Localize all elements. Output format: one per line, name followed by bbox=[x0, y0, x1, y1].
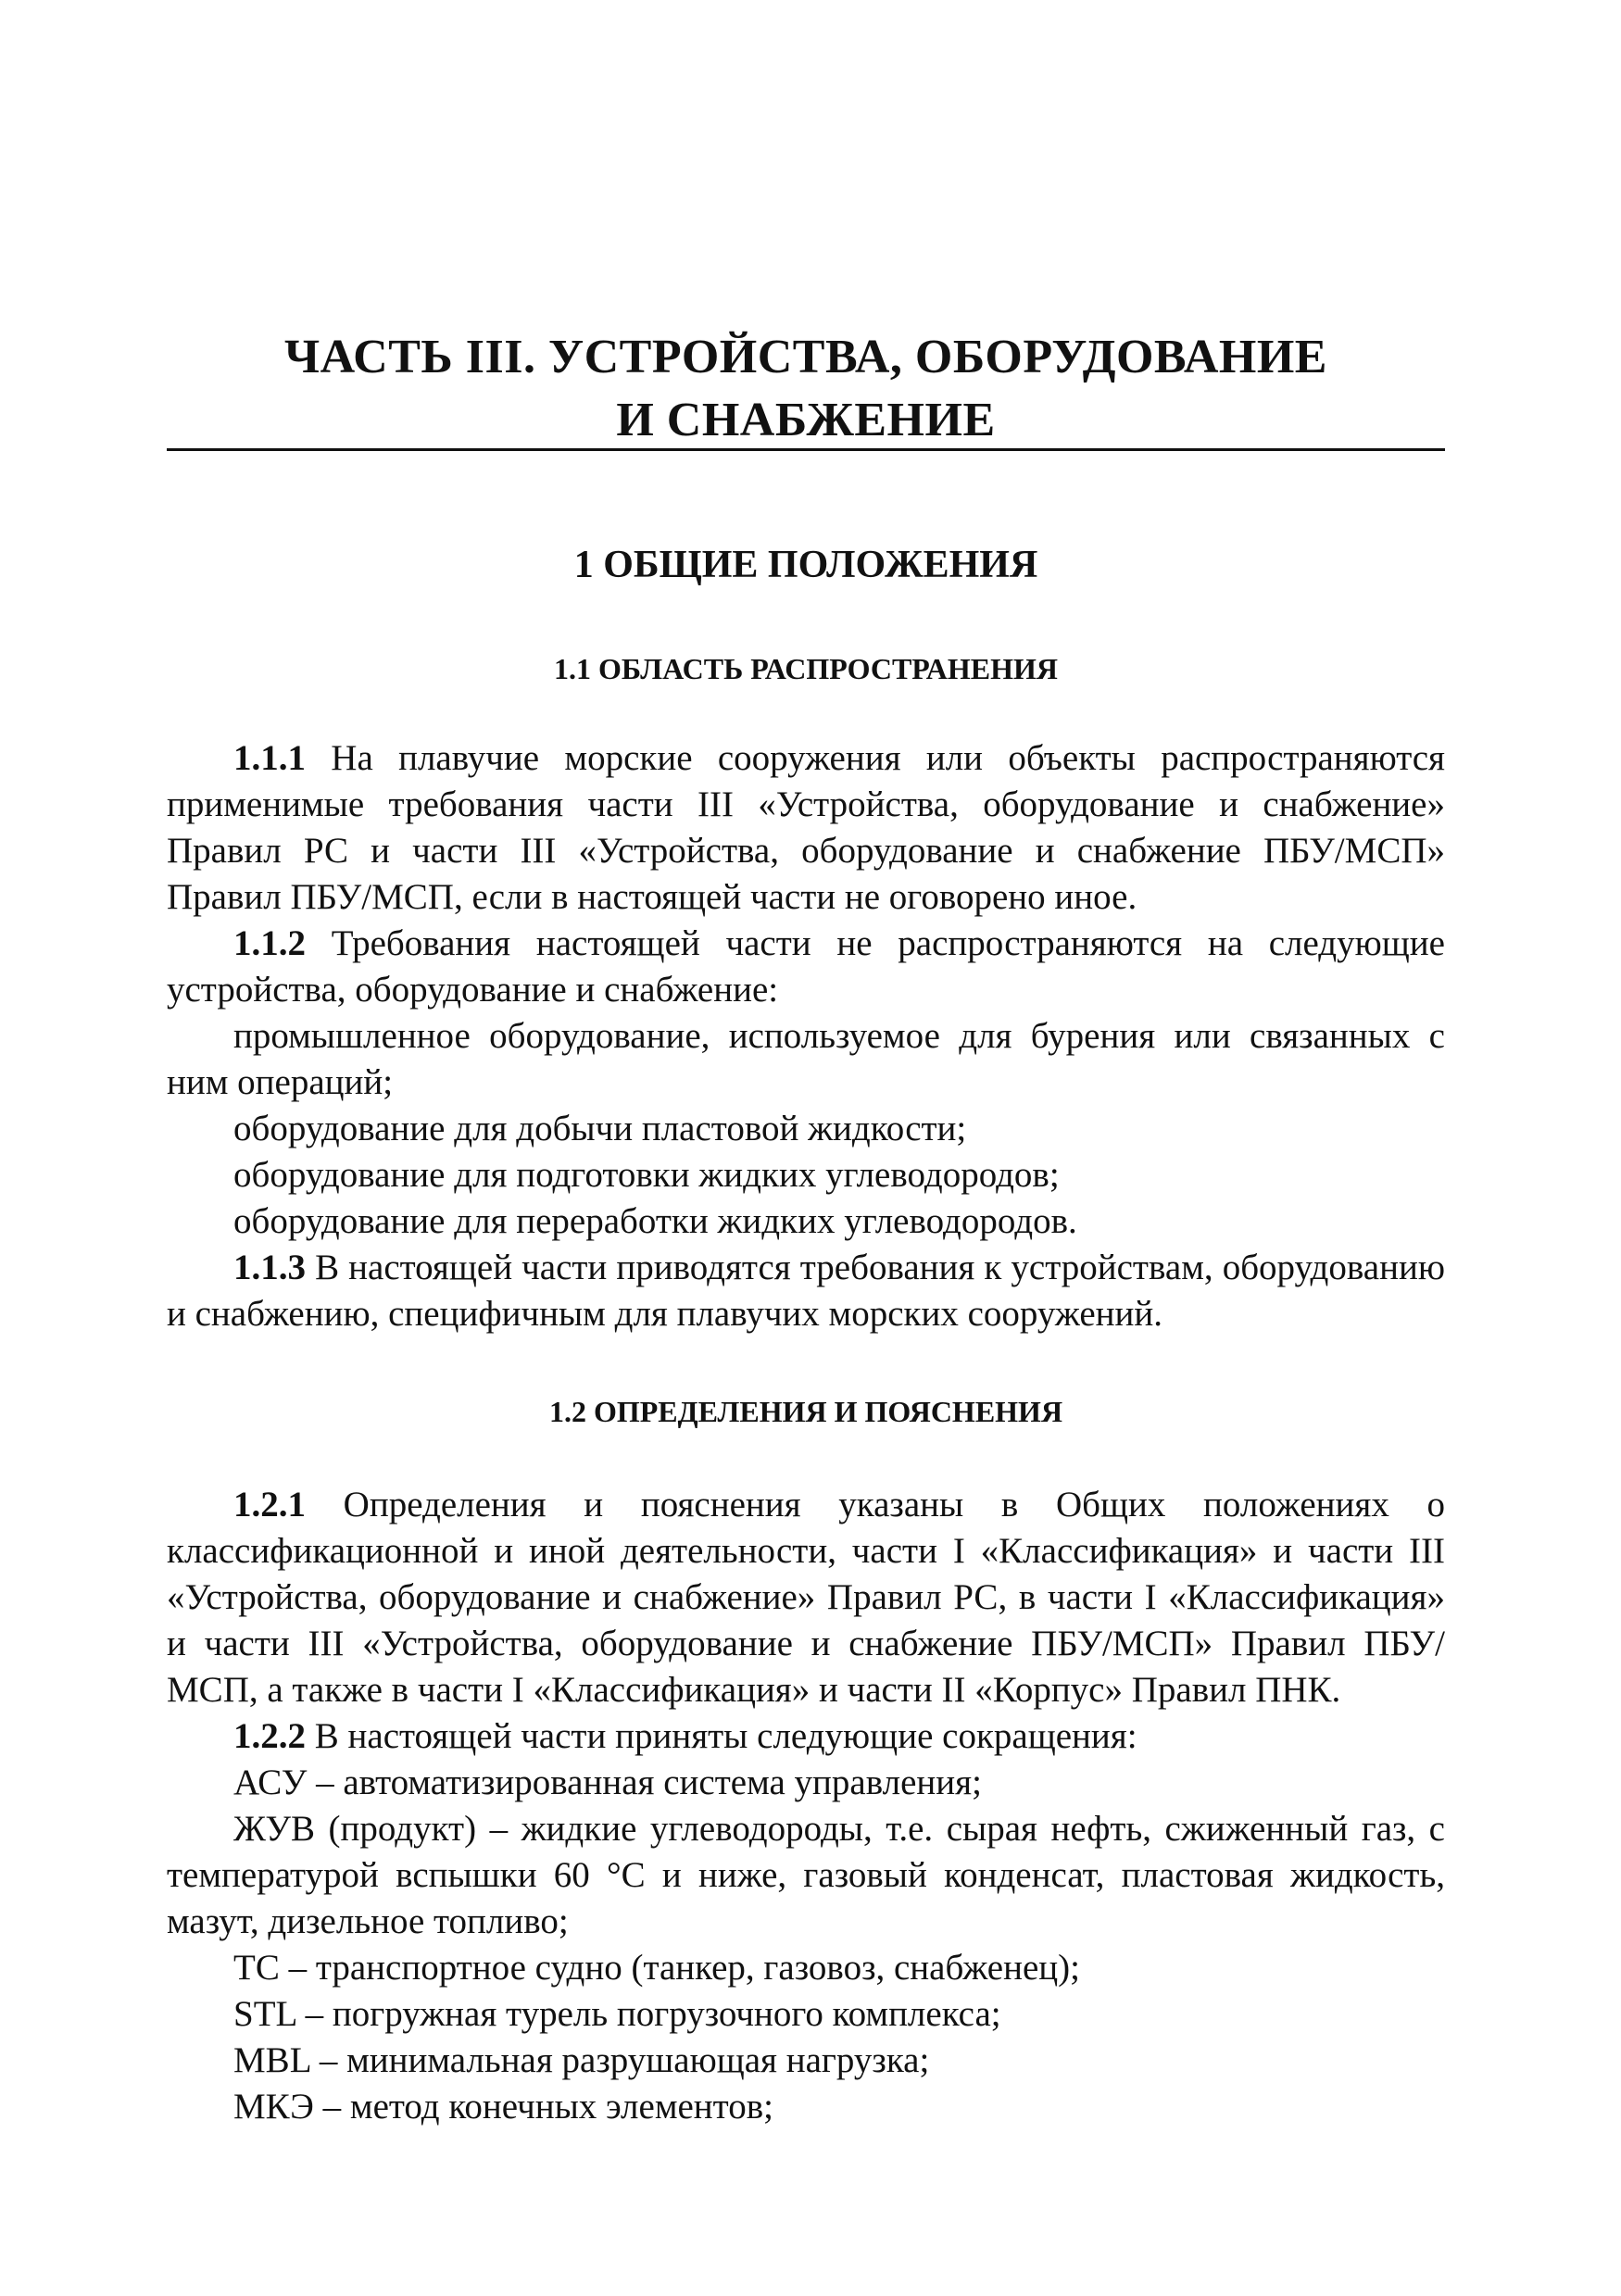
list-item-text: оборудование для подготовки жидких углеводородов; bbox=[233, 1155, 1060, 1195]
paragraph-number: 1.2.1 bbox=[233, 1485, 306, 1524]
paragraph-number: 1.1.3 bbox=[233, 1248, 306, 1287]
list-item-text: оборудование для переработки жидких углеводородов. bbox=[233, 1201, 1077, 1241]
part-title bbox=[167, 326, 1445, 452]
list-item bbox=[167, 1013, 1445, 1106]
paragraph-text: В настоящей части приводятся требования к устройствам, оборудованию и снабжению, специфичным для плавучих морских сооружений. bbox=[167, 1248, 1445, 1334]
paragraph-number: 1.1.1 bbox=[233, 738, 306, 778]
part-title-line-2: И СНАБЖЕНИЕ bbox=[616, 394, 996, 446]
abbreviation-text: АСУ – автоматизированная система управления; bbox=[233, 1763, 982, 1802]
abbreviation-item bbox=[167, 1991, 1445, 2038]
subsection-title-1-2: 1.2 ОПРЕДЕЛЕНИЯ И ПОЯСНЕНИЯ bbox=[548, 1395, 1063, 1428]
abbreviation-text: ТС – транспортное судно (танкер, газовоз, снабженец); bbox=[233, 1948, 1080, 1988]
paragraph-text: Требования настоящей части не распространяются на следующие устройства, оборудование и снабжение: bbox=[167, 923, 1445, 1010]
section-title: 1 ОБЩИЕ ПОЛОЖЕНИЯ bbox=[573, 544, 1038, 586]
abbreviation-item bbox=[167, 1806, 1445, 1945]
list-item-text: оборудование для добычи пластовой жидкости; bbox=[233, 1109, 967, 1148]
paragraph-text: В настоящей части приняты следующие сокращения: bbox=[306, 1716, 1137, 1756]
list-item-text: промышленное оборудование, используемое для бурения или связанных с ним операций; bbox=[167, 1016, 1445, 1102]
paragraph-number: 1.1.2 bbox=[233, 923, 306, 963]
title-divider bbox=[167, 448, 1445, 451]
paragraph bbox=[167, 1713, 1445, 1760]
abbreviation-text: MBL – минимальная разрушающая нагрузка; bbox=[233, 2040, 930, 2080]
part-title-line-1: ЧАСТЬ III. УСТРОЙСТВА, ОБОРУДОВАНИЕ bbox=[284, 331, 1327, 383]
paragraph bbox=[167, 735, 1445, 921]
paragraph-text: Определения и пояснения указаны в Общих положениях о классификационной и иной деятельности, части I «Классификация» и части III «Устройства, оборудование и снабжение» Правил РС, в части I «Классификация» и части III «Устройства, оборудование и снабжение ПБУ/МСП» Правил ПБУ/МСП, а также в части I «Классификация» и части II «Корпус» Правил ПНК. bbox=[167, 1485, 1445, 1710]
paragraph bbox=[167, 1482, 1445, 1713]
subsection-title-1-1: 1.1 ОБЛАСТЬ РАСПРОСТРАНЕНИЯ bbox=[554, 652, 1058, 685]
list-item bbox=[167, 1152, 1445, 1198]
abbreviation-item bbox=[167, 2038, 1445, 2084]
abbreviation-text: STL – погружная турель погрузочного комплекса; bbox=[233, 1994, 1001, 2034]
abbreviation-item bbox=[167, 1760, 1445, 1806]
subsection-1-1-body bbox=[167, 735, 1445, 1337]
list-item bbox=[167, 1198, 1445, 1245]
paragraph bbox=[167, 921, 1445, 1013]
abbreviation-text: МКЭ – метод конечных элементов; bbox=[233, 2087, 773, 2127]
paragraph-number: 1.2.2 bbox=[233, 1716, 306, 1756]
abbreviation-item bbox=[167, 2084, 1445, 2130]
paragraph-text: На плавучие морские сооружения или объекты распространяются применимые требования части III «Устройства, оборудование и снабжение» Правил РС и части III «Устройства, оборудование и снабжение ПБУ/МСП» Правил ПБУ/МСП, если в настоящей части не оговорено иное. bbox=[167, 738, 1445, 917]
abbreviation-item bbox=[167, 1945, 1445, 1991]
paragraph bbox=[167, 1245, 1445, 1337]
list-item bbox=[167, 1106, 1445, 1152]
subsection-1-2-body bbox=[167, 1482, 1445, 2130]
abbreviation-text: ЖУВ (продукт) – жидкие углеводороды, т.е. сырая нефть, сжиженный газ, с температурой вспышки 60 °С и ниже, газовый конденсат, пластовая жидкость, мазут, дизельное топливо; bbox=[167, 1809, 1445, 1941]
